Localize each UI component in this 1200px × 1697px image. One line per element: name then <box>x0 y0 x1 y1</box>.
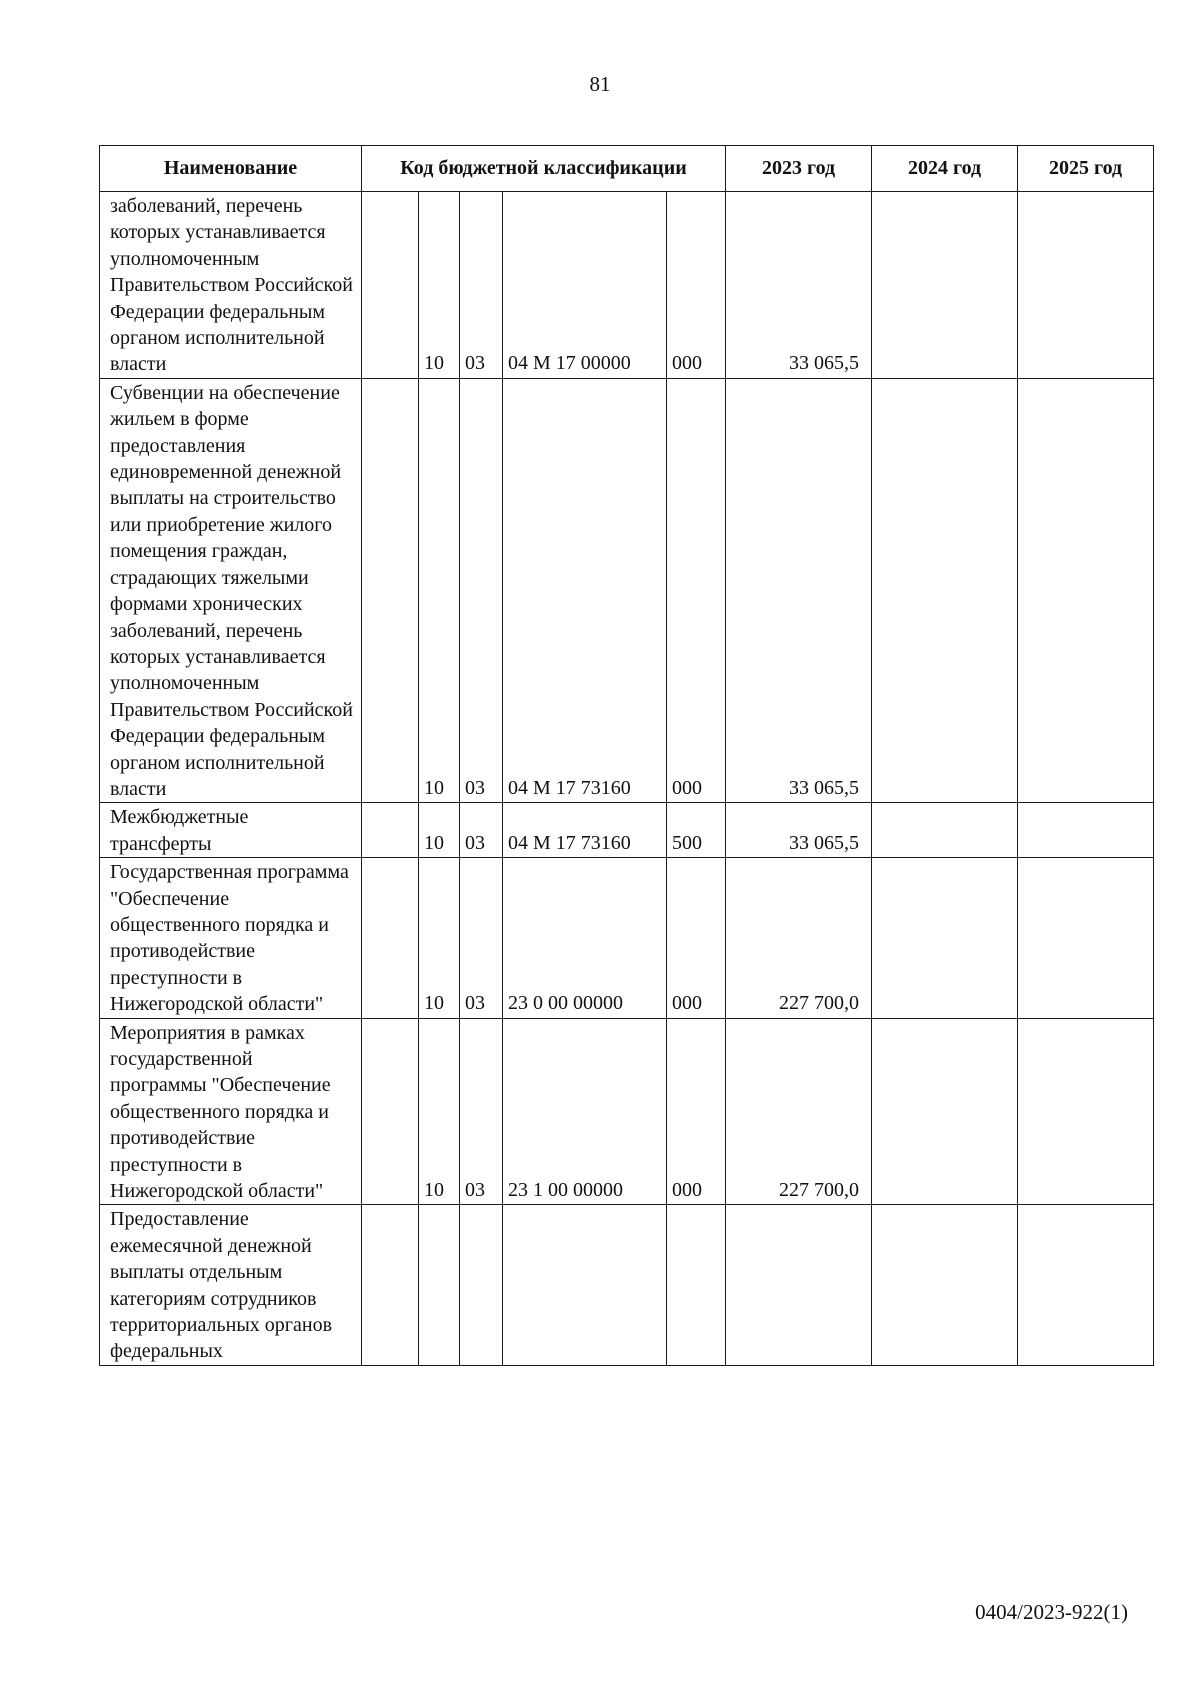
row-code-1 <box>362 858 419 1018</box>
row-name: Государственная программа "Обеспечение общественного порядка и противодействие преступности в Нижегородской области" <box>100 858 362 1018</box>
row-name: Межбюджетные трансферты <box>100 803 362 858</box>
row-2024 <box>872 1018 1018 1205</box>
row-code-target <box>503 1205 667 1365</box>
row-code-subsection: 03 <box>460 378 503 803</box>
row-code-section: 10 <box>419 378 460 803</box>
row-2023: 33 065,5 <box>726 803 872 858</box>
row-code-1 <box>362 378 419 803</box>
row-2024 <box>872 1205 1018 1365</box>
row-2023: 227 700,0 <box>726 1018 872 1205</box>
row-2024 <box>872 378 1018 803</box>
row-code-type: 000 <box>667 858 726 1018</box>
row-code-section: 10 <box>419 803 460 858</box>
row-code-target: 04 М 17 73160 <box>503 378 667 803</box>
row-code-type: 000 <box>667 192 726 379</box>
table-row <box>100 378 1154 803</box>
row-name: Субвенции на обеспечение жильем в форме предоставления единовременной денежной выплаты на строительство или приобретение жилого помещения граждан, страдающих тяжелыми формами хронических заболеваний, перечень которых устанавливается уполномоченным Правительством Российской Федерации федеральным органом исполнительной власти <box>100 378 362 803</box>
row-code-type: 500 <box>667 803 726 858</box>
row-code-1 <box>362 192 419 379</box>
row-code-type: 000 <box>667 378 726 803</box>
header-2024: 2024 год <box>872 146 1018 192</box>
header-2025: 2025 год <box>1018 146 1154 192</box>
header-2023: 2023 год <box>726 146 872 192</box>
row-2023 <box>726 1205 872 1365</box>
table-row <box>100 1205 1154 1365</box>
table-row <box>100 858 1154 1018</box>
row-name: Предоставление ежемесячной денежной выплаты отдельным категориям сотрудников территориальных органов федеральных <box>100 1205 362 1365</box>
row-2025 <box>1018 1018 1154 1205</box>
row-code-target: 23 0 00 00000 <box>503 858 667 1018</box>
row-2025 <box>1018 858 1154 1018</box>
row-code-section: 10 <box>419 1018 460 1205</box>
row-code-section: 10 <box>419 858 460 1018</box>
row-code-subsection: 03 <box>460 803 503 858</box>
row-code-subsection: 03 <box>460 192 503 379</box>
row-code-section <box>419 1205 460 1365</box>
table-row <box>100 192 1154 379</box>
header-code: Код бюджетной классификации <box>362 146 726 192</box>
row-2023: 33 065,5 <box>726 192 872 379</box>
row-code-1 <box>362 803 419 858</box>
table-header <box>100 146 1154 192</box>
budget-table <box>99 145 1154 1366</box>
row-code-type: 000 <box>667 1018 726 1205</box>
table-row <box>100 803 1154 858</box>
document-id: 0404/2023-922(1) <box>975 1600 1128 1624</box>
row-2023: 33 065,5 <box>726 378 872 803</box>
row-code-section: 10 <box>419 192 460 379</box>
row-2025 <box>1018 192 1154 379</box>
row-code-subsection <box>460 1205 503 1365</box>
row-2025 <box>1018 378 1154 803</box>
header-name: Наименование <box>100 146 362 192</box>
page-number: 81 <box>589 72 611 96</box>
row-code-target: 04 М 17 73160 <box>503 803 667 858</box>
row-2025 <box>1018 1205 1154 1365</box>
row-name: Мероприятия в рамках государственной программы "Обеспечение общественного порядка и противодействие преступности в Нижегородской области" <box>100 1018 362 1205</box>
row-code-1 <box>362 1205 419 1365</box>
row-2024 <box>872 858 1018 1018</box>
table-row <box>100 1018 1154 1205</box>
header-row <box>100 146 1154 192</box>
row-code-target: 23 1 00 00000 <box>503 1018 667 1205</box>
row-name: заболеваний, перечень которых устанавливается уполномоченным Правительством Российской Федерации федеральным органом исполнительной власти <box>100 192 362 379</box>
row-2024 <box>872 803 1018 858</box>
row-code-target: 04 М 17 00000 <box>503 192 667 379</box>
row-2024 <box>872 192 1018 379</box>
row-code-1 <box>362 1018 419 1205</box>
table-body <box>100 192 1154 1366</box>
row-2023: 227 700,0 <box>726 858 872 1018</box>
row-code-subsection: 03 <box>460 1018 503 1205</box>
row-2025 <box>1018 803 1154 858</box>
row-code-subsection: 03 <box>460 858 503 1018</box>
row-code-type <box>667 1205 726 1365</box>
